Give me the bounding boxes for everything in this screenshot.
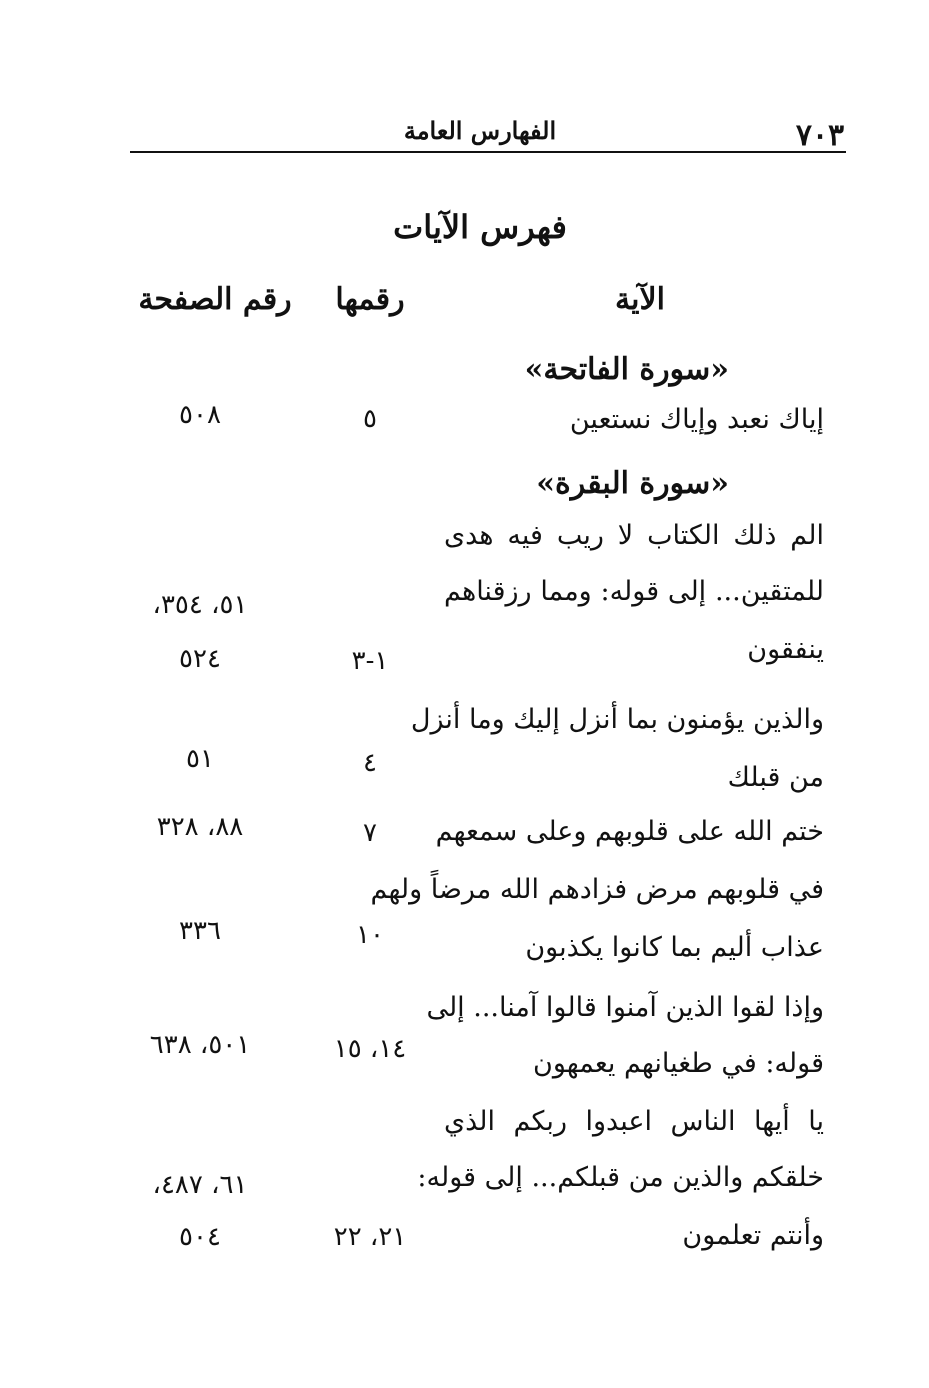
ayah-line: وإذا لقوا الذين آمنوا قالوا آمنا... إلى: [426, 992, 824, 1023]
ayah-pages: ٥٠٨: [179, 400, 221, 430]
ayah-line: عذاب أليم بما كانوا يكذبون: [525, 932, 824, 963]
ayah-number: ٥: [363, 404, 377, 434]
ayah-line: ختم الله على قلوبهم وعلى سمعهم: [435, 816, 824, 847]
ayah-line: إياك نعبد وإياك نستعين: [569, 404, 824, 435]
ayah-line: في قلوبهم مرض فزادهم الله مرضاً ولهم: [370, 874, 824, 905]
column-header-page: رقم الصفحة: [138, 282, 292, 317]
ayah-number: ٤: [363, 748, 377, 778]
ayah-line: وأنتم تعلمون: [682, 1220, 824, 1251]
ayah-pages: ٣٣٦: [179, 916, 221, 946]
ayah-pages: ٨٨، ٣٢٨: [156, 812, 244, 842]
ayah-line: والذين يؤمنون بما أنزل إليك وما أنزل: [410, 704, 824, 735]
ayah-line: قوله: في طغيانهم يعمهون: [532, 1048, 824, 1079]
ayah-pages: ٥١: [186, 744, 214, 774]
surah-heading: «سورة البقرة»: [536, 466, 729, 501]
index-title: فهرس الآيات: [393, 208, 567, 246]
ayah-number: ١-٣: [351, 646, 389, 676]
ayah-pages: ٥٠٤: [179, 1222, 221, 1252]
column-header-number: رقمها: [335, 282, 405, 317]
ayah-line: الم ذلك الكتاب لا ريب فيه هدى: [444, 520, 824, 551]
ayah-number: ٧: [363, 818, 377, 848]
ayah-number: ٢١، ٢٢: [333, 1222, 407, 1252]
ayah-number: ١٠: [356, 920, 384, 950]
ayah-pages: ٥٢٤: [179, 644, 221, 674]
ayah-pages: ٥٠١، ٦٣٨: [149, 1030, 251, 1060]
ayah-line: من قبلك: [727, 762, 824, 793]
ayah-pages: ٥١، ٣٥٤،: [152, 590, 248, 620]
surah-heading: «سورة الفاتحة»: [524, 352, 729, 387]
ayah-line: خلقكم والذين من قبلكم... إلى قوله:: [417, 1162, 824, 1193]
column-header-ayah: الآية: [615, 282, 665, 317]
ayah-line: ينفقون: [747, 634, 824, 665]
ayah-number: ١٤، ١٥: [333, 1034, 407, 1064]
ayah-line: للمتقين... إلى قوله: ومما رزقناهم: [444, 576, 824, 607]
page-number: ٧٠٣: [795, 118, 845, 153]
ayah-pages: ٦١، ٤٨٧،: [152, 1170, 248, 1200]
header-rule: [130, 151, 846, 153]
running-title: الفهارس العامة: [403, 116, 557, 145]
ayah-line: يا أيها الناس اعبدوا ربكم الذي: [444, 1106, 824, 1137]
